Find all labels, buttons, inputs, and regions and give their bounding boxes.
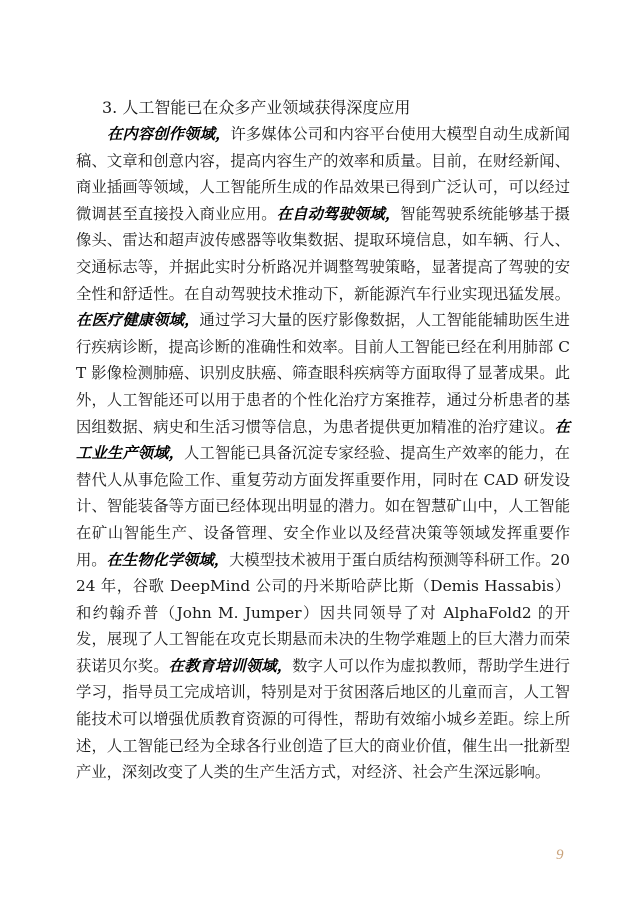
text-content-creation: 许多媒体公司和内容平台使用大模型自动生成新闻稿、文章和创意内容，提高内容生产的效率和质量。目前，在财经新闻、商业插画等领域，人工智能所生成的作品效果已得到广泛认可，可以经过微调甚至直接投入商业应用。 [76,125,570,223]
page-number: 9 [556,847,564,863]
domain-label-content-creation: 在内容创作领域， [107,125,231,143]
domain-label-education: 在教育培训领域， [168,656,293,675]
text-industrial-production: 人工智能已具备沉淀专家经验、提高生产效率的能力，在替代人从事危险工作、重复劳动方面发挥重要作用，同时在 CAD 研发设计、智能装备等方面已经体现出明显的潜力。如在智慧矿山中，人工智能在矿山智能生产、设备管理、安全作业以及经营决策等领域发挥重要作用。 [76,444,570,569]
domain-label-biochemistry: 在生物化学领域， [106,550,230,569]
domain-label-healthcare: 在医疗健康领域， [76,311,200,330]
text-autonomous-driving: 智能驾驶系统能够基于摄像头、雷达和超声波传感器等收集数据、提取环境信息，如车辆、行人、交通标志等，并据此实时分析路况并调整驾驶策略，显著提高了驾驶的安全性和舒适性。在自动驾驶技术推动下，新能源汽车行业实现迅猛发展。 [76,204,570,303]
domain-label-industrial-production: 在工业生产领域， [76,417,570,463]
section-heading: 3. 人工智能已在众多产业领域获得深度应用 [102,98,411,117]
body-paragraph [76,121,570,786]
text-biochemistry: 大模型技术被用于蛋白质结构预测等科研工作。2024 年，谷歌 DeepMind 公司的丹米斯哈萨比斯（Demis Hassabis）和约翰乔普（John M. Jumper）因共同领导了对 AlphaFold2 的开发，展现了人工智能在攻克长期悬而未决的生物学难题上的巨大潜力而荣获诺贝尔奖。 [76,550,570,675]
text-education: 数字人可以作为虚拟教师，帮助学生进行学习，指导员工完成培训，特别是对于贫困落后地区的儿童而言，人工智能技术可以增强优质教育资源的可得性，帮助有效缩小城乡差距。综上所述，人工智能已经为全球各行业创造了巨大的商业价值，催生出一批新型产业，深刻改变了人类的生产生活方式，对经济、社会产生深远影响。 [76,656,570,782]
text-healthcare: 通过学习大量的医疗影像数据，人工智能能辅助医生进行疾病诊断，提高诊断的准确性和效率。目前人工智能已经在利用肺部 CT 影像检测肺癌、识别皮肤癌、筛查眼科疾病等方面取得了显著成果。此外，人工智能还可以用于患者的个性化治疗方案推荐，通过分析患者的基因组数据、病史和生活习惯等信息，为患者提供更加精准的治疗建议。 [76,311,570,436]
domain-label-autonomous-driving: 在自动驾驶领域， [276,204,401,223]
